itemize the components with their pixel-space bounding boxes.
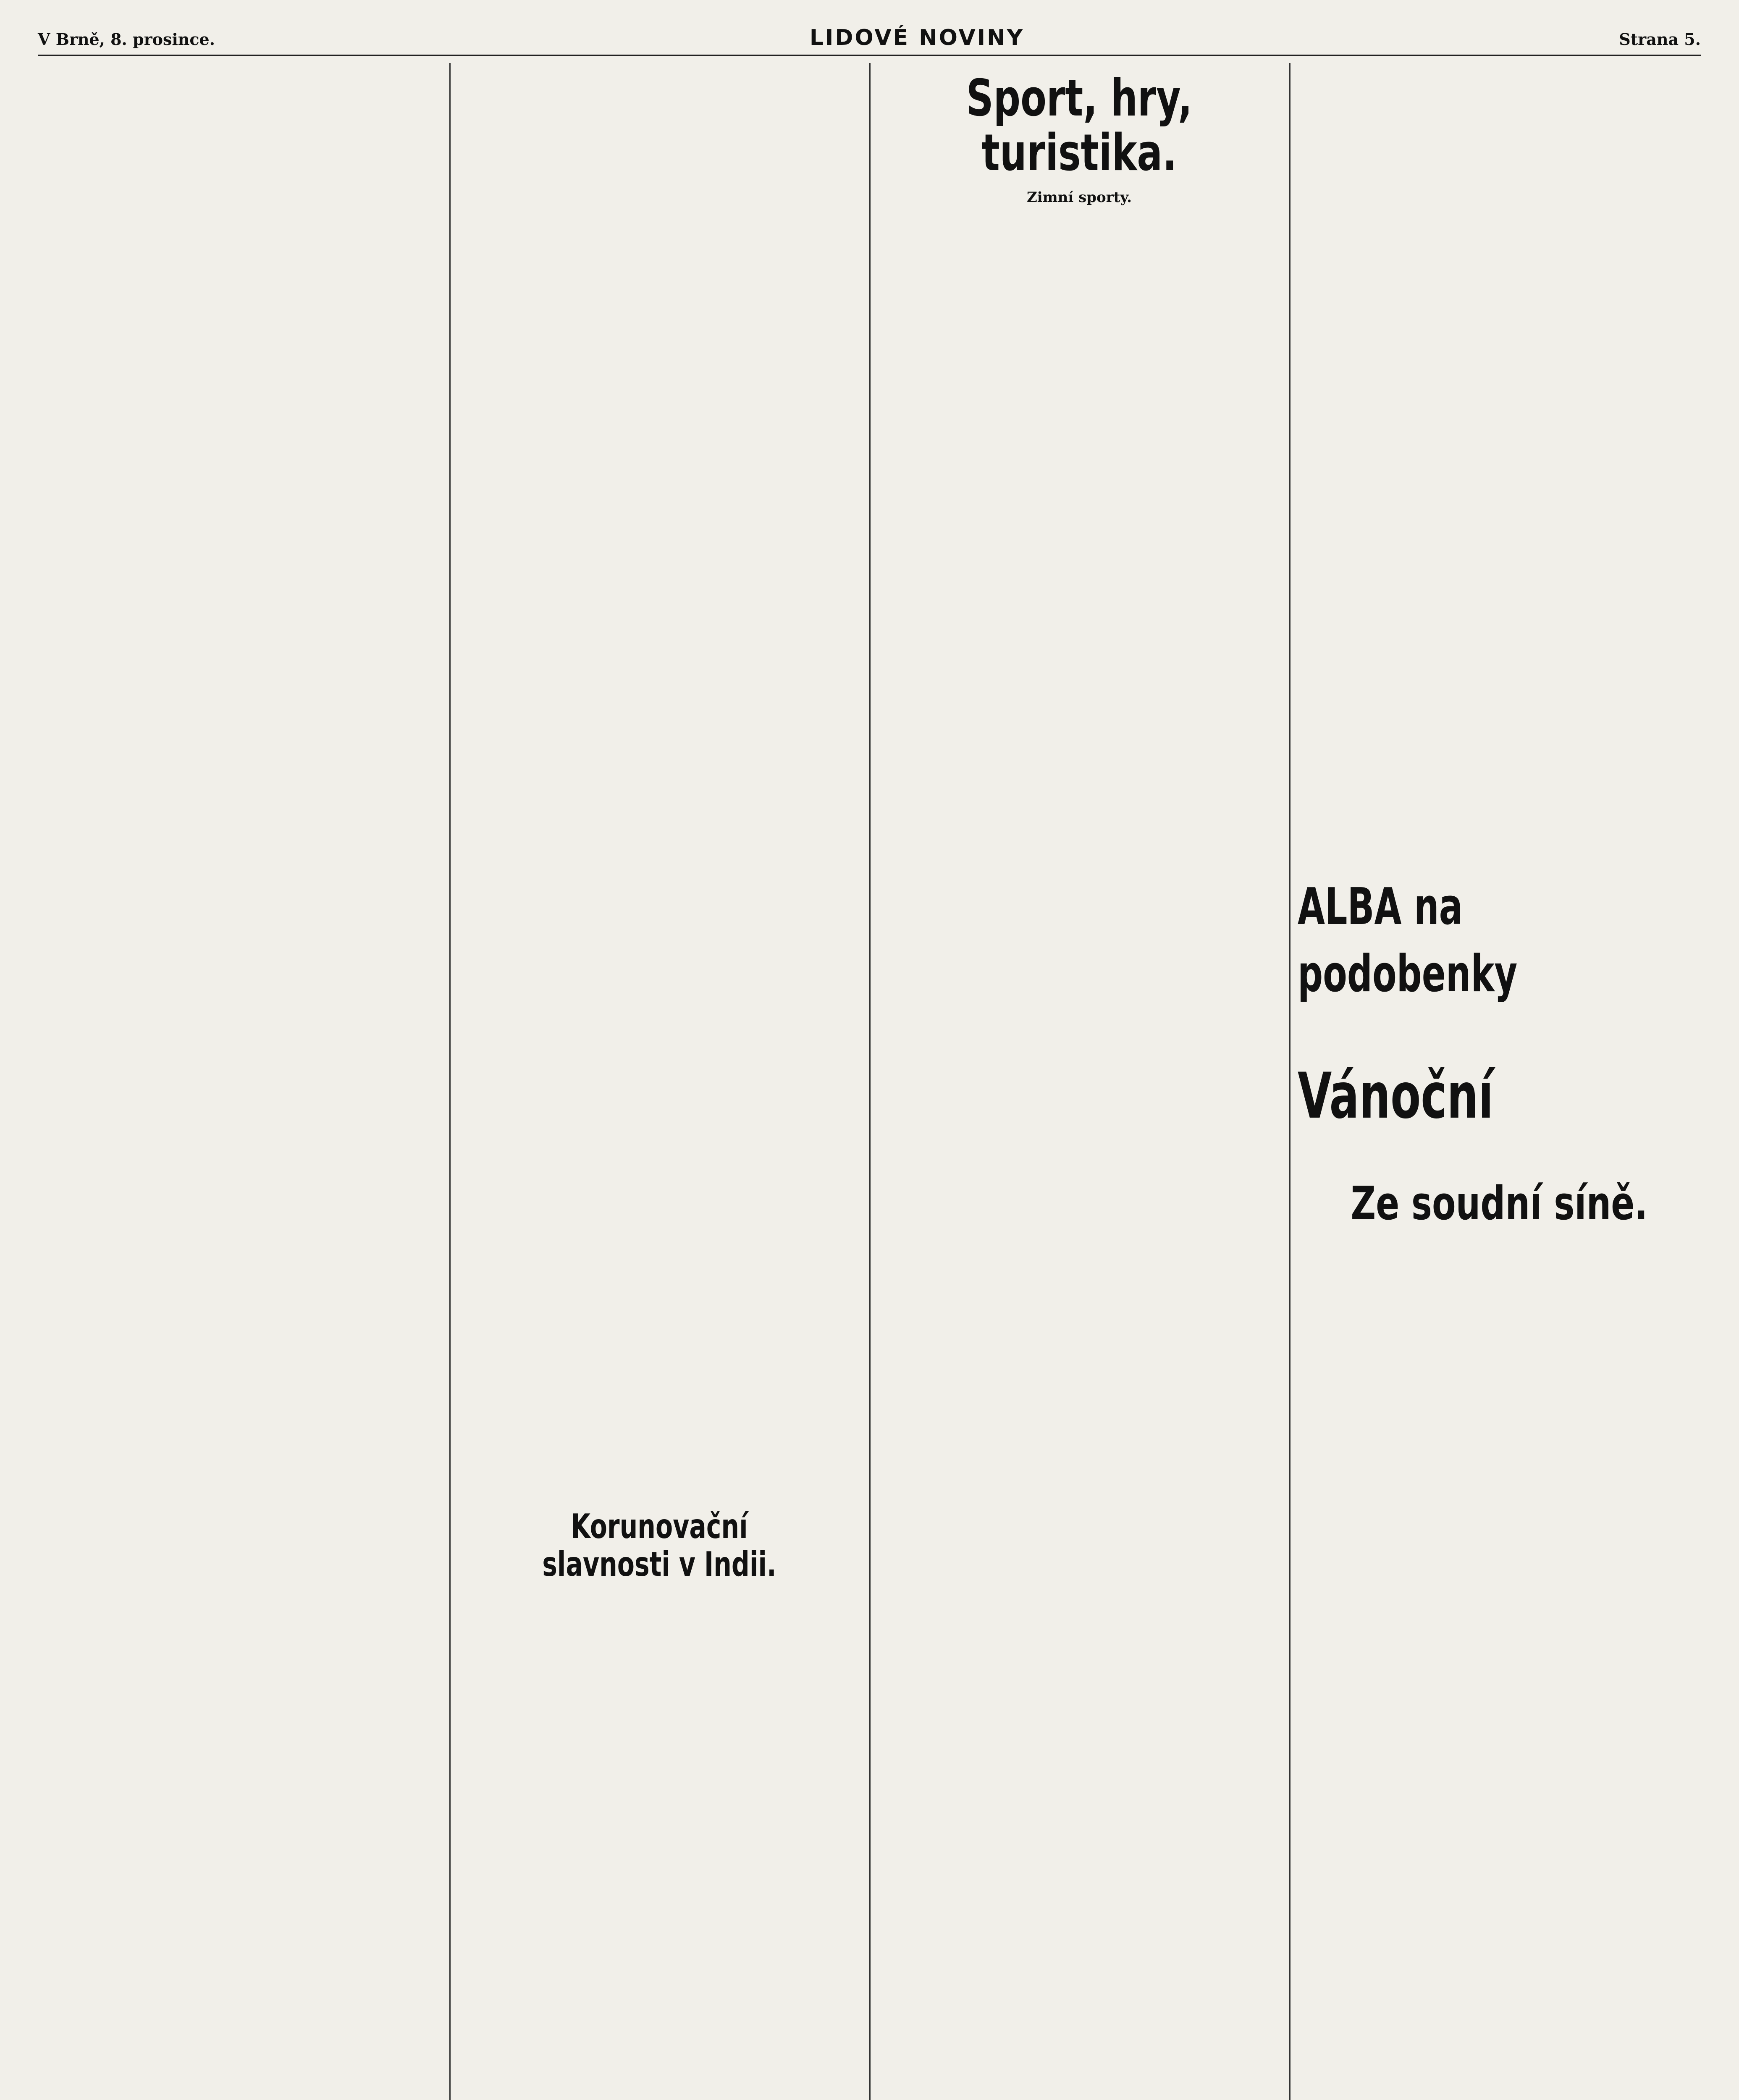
court-section	[1298, 1168, 1701, 1239]
sport-subheading: Zimní sporty.	[1026, 189, 1132, 206]
india-article	[458, 1499, 861, 1592]
alba-ad-title: ALBA na podobenky	[1298, 878, 1518, 1003]
column-rule	[1289, 63, 1290, 2100]
issue-date: V Brně, 8. prosince.	[38, 30, 215, 49]
india-headline: Korunovační slavnosti v Indii.	[542, 1507, 776, 1584]
vanocni-ad-title: Vánoční	[1298, 1060, 1494, 1133]
vanocni-ad	[1298, 1060, 1701, 1133]
page-header	[38, 25, 1701, 56]
column-rule	[869, 63, 871, 2100]
column-rule	[449, 63, 451, 2100]
columns	[38, 63, 1701, 2100]
column-1	[38, 63, 441, 2100]
column-3	[878, 63, 1281, 2100]
column-2	[458, 63, 861, 2100]
alba-ad	[1298, 874, 1701, 1008]
page-number: Strana 5.	[1619, 30, 1701, 49]
masthead: LIDOVÉ NOVINY	[809, 25, 1025, 50]
sport-headline: Sport, hry, turistika.	[966, 69, 1193, 182]
column-4	[1298, 63, 1701, 2100]
court-headline: Ze soudní síně.	[1351, 1176, 1648, 1230]
newspaper-page	[38, 25, 1701, 2100]
